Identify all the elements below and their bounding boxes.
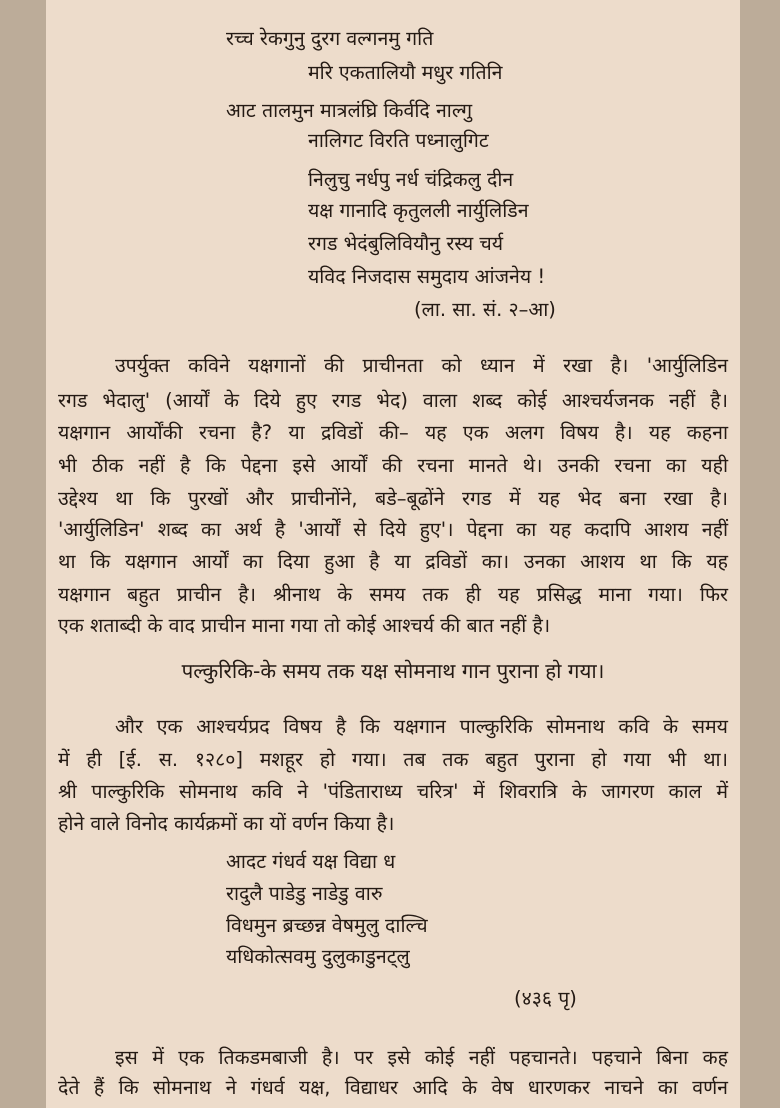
poem1-line-1: रच्च रेकगुनु दुरग वल्गनमु गति [226, 27, 434, 50]
para2-line-3: श्री पाल्कुरिकि सोमनाथ कवि ने 'पंडिताराध्य चरित्र' में शिवरात्रि के जागरण काल में [58, 780, 728, 803]
para3-line-1: इस में एक तिकडमबाजी है। पर इसे कोई नहीं पहचानते। पहचाने बिना कह [115, 1046, 728, 1069]
poem1-line-4: नालिगट विरति पध्नालुगिट [308, 129, 489, 152]
para1-line-8: यक्षगान बहुत प्राचीन है। श्रीनाथ के समय तक ही यह प्रसिद्ध माना गया। फिर [58, 583, 728, 606]
para1-line-2: रगड भेदालु' (आर्यों के दिये हुए रगड भेद) वाला शब्द कोई आश्चर्यजनक नहीं है। [58, 389, 728, 412]
source-citation-2: (४३६ पृ) [514, 987, 577, 1010]
poem1-line-7: रगड भेदंबुलिवियौनु रस्य चर्य [308, 232, 504, 255]
para1-line-9: एक शताब्दी के वाद प्राचीन माना गया तो कोई आश्चर्य की बात नहीं है। [58, 614, 551, 637]
section-heading: पल्कुरिकि-के समय तक यक्ष सोमनाथ गान पुराना हो गया। [181, 659, 605, 683]
para3-line-2: देते हैं कि सोमनाथ ने गंधर्व यक्ष, विद्याधर आदि के वेष धारणकर नाचने का वर्णन [58, 1076, 728, 1099]
para1-line-4: भी ठीक नहीं है कि पेद्दना इसे आर्यों की रचना मानते थे। उनकी रचना का यही [58, 454, 728, 477]
poem2-line-2: रादुलै पाडेडु नाडेडु वारु [226, 882, 383, 905]
poem1-line-8: यविद निजदास समुदाय आंजनेय ! [308, 265, 546, 288]
para1-line-3: यक्षगान आर्योंकी रचना है? या द्रविडों की– यह एक अलग विषय है। यह कहना [58, 421, 728, 444]
para2-line-2: में ही [ई. स. १२८०] मशहूर हो गया। तब तक बहुत पुराना हो गया भी था। [58, 748, 728, 771]
poem1-line-5: निलुचु नर्धपु नर्ध चंद्रिकलु दीन [308, 168, 514, 191]
page-shadow-left [0, 0, 46, 1108]
para1-line-1: उपर्युक्त कविने यक्षगानों की प्राचीनता को ध्यान में रखा है। 'आर्युलिडिन [115, 354, 728, 377]
para1-line-6: 'आर्युलिडिन' शब्द का अर्थ है 'आर्यों से दिये हुए'। पेद्दना का यह कदापि आशय नहीं [58, 518, 728, 541]
page-shadow-right [740, 0, 780, 1108]
source-citation-1: (ला. सा. सं. २–आ) [414, 298, 556, 321]
poem1-line-2: मरि एकतालियौ मधुर गतिनि [308, 61, 503, 84]
para1-line-5: उद्देश्य था कि पुरखों और प्राचीनोंने, बडे–बूढोंने रगड में यह भेद बना रखा है। [58, 487, 728, 510]
poem1-line-3: आट तालमुन मात्रलंघ्रि किर्वदि नाल्गु [226, 99, 473, 122]
poem2-line-3: विधमुन ब्रच्छन्न वेषमुलु दाल्चि [226, 914, 428, 937]
poem2-line-4: यधिकोत्सवमु दुलुकाडुनट्लु [226, 945, 410, 968]
book-page [46, 0, 740, 1108]
poem1-line-6: यक्ष गानादि कृतुलली नार्युलिडिन [308, 199, 529, 222]
para2-line-4: होने वाले विनोद कार्यक्रमों का यों वर्णन किया है। [58, 812, 395, 835]
para1-line-7: था कि यक्षगान आर्यों का दिया हुआ है या द्रविडों का। उनका आशय था कि यह [58, 550, 728, 573]
para2-line-1: और एक आश्चर्यप्रद विषय है कि यक्षगान पाल्कुरिकि सोमनाथ कवि के समय [115, 715, 728, 738]
poem2-line-1: आदट गंधर्व यक्ष विद्या ध [226, 850, 396, 873]
